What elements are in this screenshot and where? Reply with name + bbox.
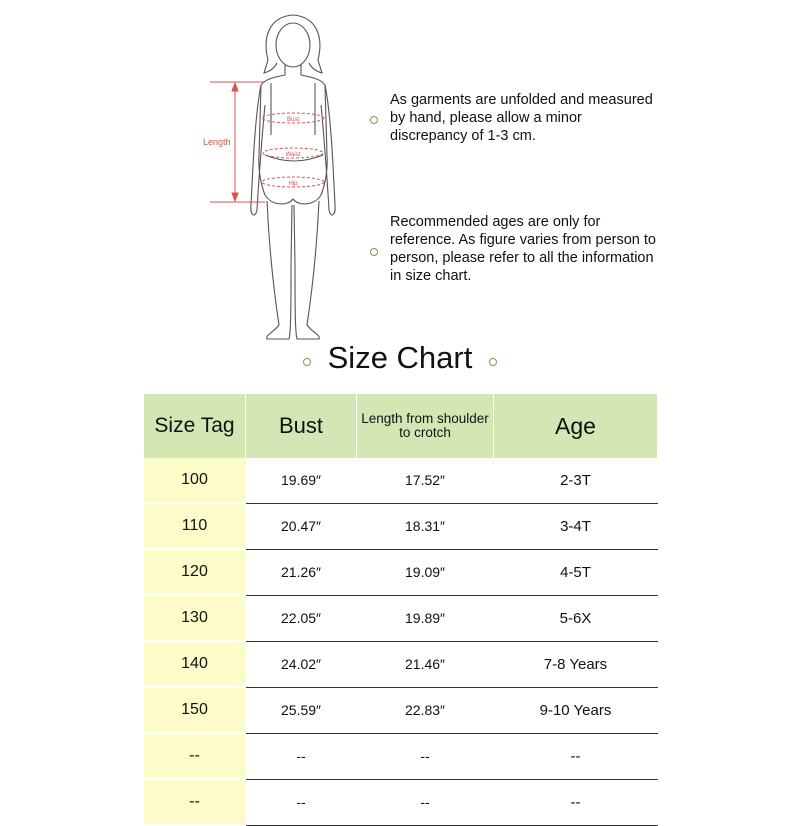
cell-length: 19.09″ (357, 549, 494, 595)
cell-bust: 25.59″ (246, 687, 357, 733)
cell-bust: 22.05″ (246, 595, 357, 641)
cell-age: -- (494, 779, 658, 825)
cell-size: 100 (144, 458, 246, 503)
header-size-tag: Size Tag (144, 394, 246, 458)
size-chart-title: Size Chart (327, 340, 473, 375)
hip-label: Hip (288, 181, 298, 187)
table-row (144, 779, 658, 825)
cell-size: 130 (144, 595, 246, 641)
cell-size: 150 (144, 687, 246, 733)
table-row (144, 733, 658, 779)
table-row (144, 503, 658, 549)
cell-age: 9-10 Years (494, 687, 658, 733)
cell-age: 7-8 Years (494, 641, 658, 687)
cell-size: 140 (144, 641, 246, 687)
note-bullet-1-icon (370, 116, 378, 124)
note-bullet-2-icon (370, 248, 378, 256)
cell-bust: -- (246, 733, 357, 779)
size-chart-table (143, 394, 658, 826)
cell-age: 3-4T (494, 503, 658, 549)
cell-age: 4-5T (494, 549, 658, 595)
cell-bust: 21.26″ (246, 549, 357, 595)
cell-age: 5-6X (494, 595, 658, 641)
cell-length: 22.83″ (357, 687, 494, 733)
note-measurement: As garments are unfolded and measured by hand, please allow a minor discrepancy of 1-3 cm. (390, 92, 653, 144)
header-age: Age (494, 394, 658, 458)
cell-length: -- (357, 779, 494, 825)
cell-size: -- (144, 733, 246, 779)
table-row (144, 458, 658, 503)
bust-label: Bust (286, 117, 300, 123)
body-measurement-figure (195, 5, 395, 345)
title-dot-right-icon (489, 358, 497, 366)
table-header-row (144, 394, 658, 458)
cell-length: -- (357, 733, 494, 779)
header-bust: Bust (246, 394, 357, 458)
table-row (144, 549, 658, 595)
cell-length: 17.52″ (357, 458, 494, 503)
waist-label: Waist (285, 152, 301, 158)
cell-bust: 24.02″ (246, 641, 357, 687)
cell-size: -- (144, 779, 246, 825)
cell-age: -- (494, 733, 658, 779)
cell-bust: 20.47″ (246, 503, 357, 549)
cell-size: 110 (144, 503, 246, 549)
cell-age: 2-3T (494, 458, 658, 503)
cell-length: 21.46″ (357, 641, 494, 687)
table-row (144, 595, 658, 641)
cell-bust: -- (246, 779, 357, 825)
table-row (144, 641, 658, 687)
cell-length: 19.89″ (357, 595, 494, 641)
header-length: Length from shoulder to crotch (357, 394, 494, 458)
cell-size: 120 (144, 549, 246, 595)
length-label: Length (203, 137, 231, 147)
cell-bust: 19.69″ (246, 458, 357, 503)
table-row (144, 687, 658, 733)
cell-length: 18.31″ (357, 503, 494, 549)
note-ages: Recommended ages are only for reference. As figure varies from person to person, please refer to all the information in size chart. (390, 214, 656, 284)
